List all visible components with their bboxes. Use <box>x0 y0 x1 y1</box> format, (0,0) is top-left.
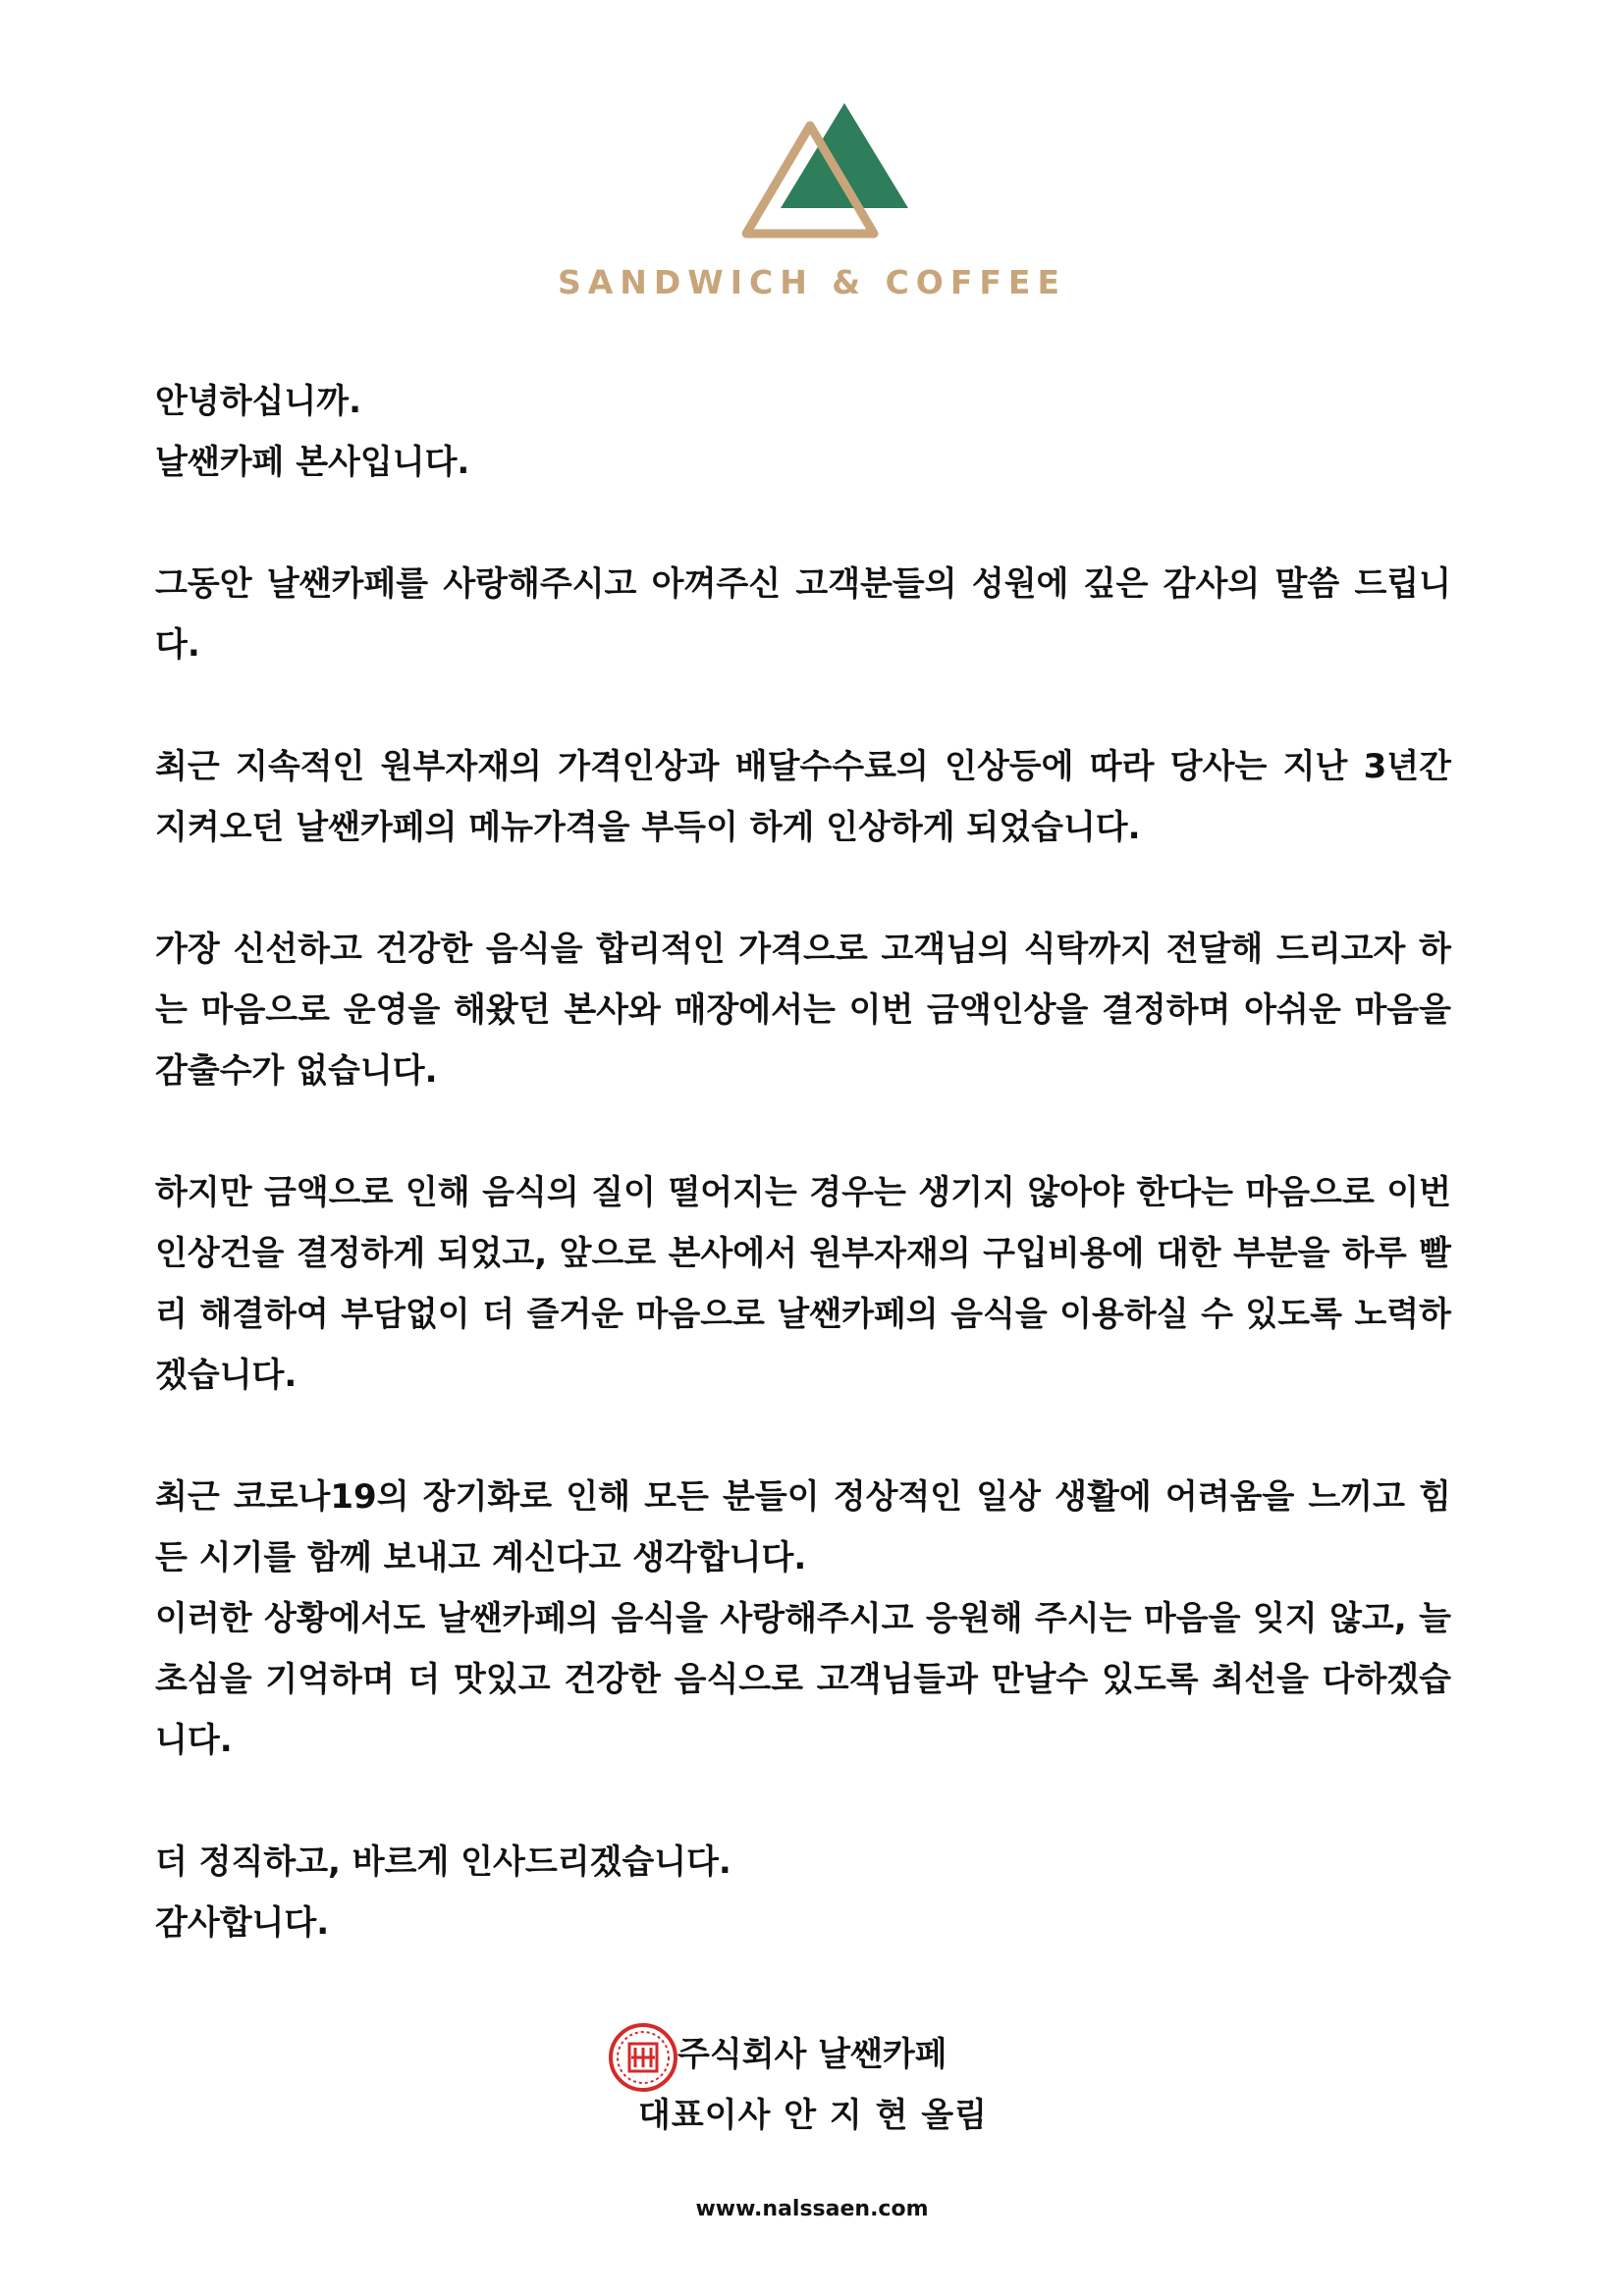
brand-text: SANDWICH & COFFEE <box>557 263 1067 301</box>
company-name: 주식회사 날쌘카페 <box>677 2035 947 2074</box>
triangle-logo-icon <box>727 98 913 245</box>
letter-body <box>155 371 1451 1953</box>
paragraph-text: 더 정직하고, 바르게 인사드리겠습니다. 감사합니다. <box>155 1842 731 1943</box>
paragraph-text: 가장 신선하고 건강한 음식을 합리적인 가격으로 고객님의 식탁까지 전달해 드리고자 하는 마음으로 운영을 해왔던 본사와 매장에서는 이번 금액인상을 결정하며 아쉬운 마음을 감출수가 없습니다. <box>155 930 1451 1091</box>
paragraph-text: 최근 코로나19의 장기화로 인해 모든 분들이 정상적인 일상 생활에 어려움을 느끼고 힘든 시기를 함께 보내고 계신다고 생각합니다. 이러한 상황에서도 날쌘카페의 음식을 사랑해주시고 응원해 주시는 마음을 잊지 않고, 늘 초심을 기억하며 더 맛있고 건강한 음식으로 고객님들과 만날수 있도록 최선을 다하겠습니다. <box>155 1477 1451 1760</box>
greeting-paragraph <box>155 371 1451 493</box>
mission-paragraph <box>155 919 1451 1101</box>
closing-paragraph <box>155 1832 1451 1953</box>
paragraph-text: 그동안 날쌘카페를 사랑해주시고 아껴주신 고객분들의 성원에 깊은 감사의 말씀 드립니다. <box>155 564 1451 665</box>
quality-paragraph <box>155 1162 1451 1406</box>
price-notice-paragraph <box>155 736 1451 858</box>
paragraph-text: 안녕하십니까. 날쌘카페 본사입니다. <box>155 382 470 482</box>
thanks-paragraph <box>155 554 1451 675</box>
company-seal-icon <box>608 2022 678 2093</box>
paragraph-text: 하지만 금액으로 인해 음식의 질이 떨어지는 경우는 생기지 않아야 한다는 마음으로 이번 인상건을 결정하게 되었고, 앞으로 본사에서 원부자재의 구입비용에 대한 부분을 하루 빨리 해결하여 부담없이 더 즐거운 마음으로 날쌘카페의 음식을 이용하실 수 있도록 노력하겠습니다. <box>155 1173 1451 1395</box>
brand-logo <box>0 98 1624 304</box>
ceo-signature: 대표이사 안 지 현 올림 <box>638 2096 988 2135</box>
paragraph-text: 최근 지속적인 원부자재의 가격인상과 배달수수료의 인상등에 따라 당사는 지난 3년간 지켜오던 날쌘카페의 메뉴가격을 부득이 하게 인상하게 되었습니다. <box>155 747 1451 847</box>
covid-paragraph <box>155 1467 1451 1771</box>
website-url: www.nalssaen.com <box>695 2197 929 2221</box>
